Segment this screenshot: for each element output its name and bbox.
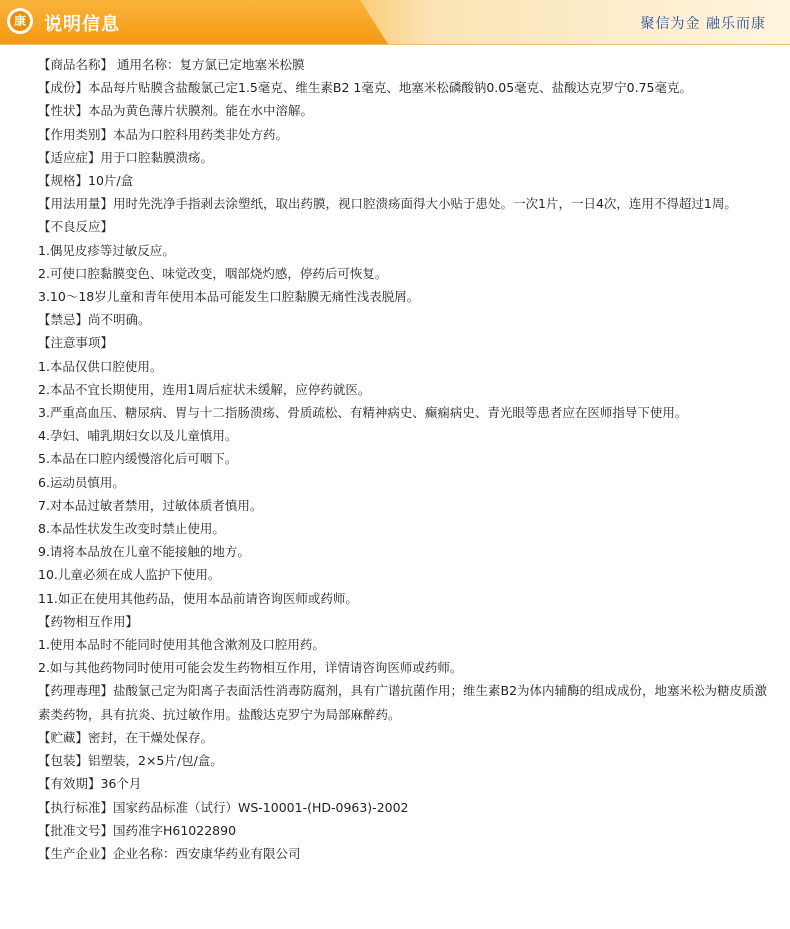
brand-logo-mark: 康 <box>10 11 30 31</box>
info-line: 10.儿童必须在成人监护下使用。 <box>38 567 221 583</box>
info-line: 1.偶见皮疹等过敏反应。 <box>38 242 175 258</box>
info-line: 【成份】本品每片贴膜含盐酸氯己定1.5毫克、维生素B2 1毫克、地塞米松磷酸钠0.05毫克、盐酸达克罗宁0.75毫克。 <box>38 80 692 96</box>
info-line: 【有效期】36个月 <box>38 776 142 792</box>
info-line: 1.本品仅供口腔使用。 <box>38 358 163 374</box>
info-line: 【药理毒理】盐酸氯己定为阳离子表面活性消毒防腐剂，具有广谱抗菌作用；维生素B2为体内辅酶的组成成份，地塞米松为糖皮质激素类药物，具有抗炎、抗过敏作用。盐酸达克罗宁为局部麻醉药。 <box>38 683 768 722</box>
info-line: 2.本品不宜长期使用，连用1周后症状未缓解，应停药就医。 <box>38 381 371 397</box>
info-line: 7.对本品过敏者禁用，过敏体质者慎用。 <box>38 497 263 513</box>
info-line: 2.可使口腔黏膜变色、味觉改变，咽部烧灼感，停药后可恢复。 <box>38 265 388 281</box>
info-line: 【禁忌】尚不明确。 <box>38 312 151 328</box>
section-title: 说明信息 <box>44 14 120 35</box>
info-line: 【注意事项】 <box>38 335 114 351</box>
info-line: 【药物相互作用】 <box>38 613 139 629</box>
info-line: 【作用类别】本品为口腔科用药类非处方药。 <box>38 126 289 142</box>
info-line: 【包装】铝塑装，2×5片/包/盒。 <box>38 753 223 769</box>
info-line: 1.使用本品时不能同时使用其他含漱剂及口腔用药。 <box>38 637 325 653</box>
info-line: 5.本品在口腔内缓慢溶化后可咽下。 <box>38 451 238 467</box>
info-line: 2.如与其他药物同时使用可能会发生药物相互作用，详情请咨询医师或药师。 <box>38 660 463 676</box>
brand-logo-icon <box>7 8 33 34</box>
info-line: 【用法用量】用时先洗净手指剥去涂塑纸，取出药膜，视口腔溃疡面得大小贴于患处。一次1片，一日4次，连用不得超过1周。 <box>38 196 737 212</box>
info-line: 【批准文号】国药准字H61022890 <box>38 822 237 838</box>
info-line: 3.10～18岁儿童和青年使用本品可能发生口腔黏膜无痛性浅表脱屑。 <box>38 289 420 305</box>
info-line: 【商品名称】 通用名称：复方氯已定地塞米松膜 <box>38 57 305 72</box>
info-line: 【性状】本品为黄色薄片状膜剂。能在水中溶解。 <box>38 103 314 119</box>
info-line: 6.运动员慎用。 <box>38 474 125 490</box>
info-line: 【执行标准】国家药品标准（试行）WS-10001-(HD-0963)-2002 <box>38 799 409 815</box>
info-line: 8.本品性状发生改变时禁止使用。 <box>38 521 225 537</box>
info-line: 【规格】10片/盒 <box>38 173 134 189</box>
product-instructions <box>38 53 778 865</box>
info-line: 4.孕妇、哺乳期妇女以及儿童慎用。 <box>38 428 238 444</box>
brand-slogan: 聚信为金 融乐而康 <box>640 16 766 32</box>
info-line: 【适应症】用于口腔黏膜溃疡。 <box>38 149 214 165</box>
info-line: 11.如正在使用其他药品，使用本品前请咨询医师或药师。 <box>38 590 358 606</box>
section-header <box>0 0 790 45</box>
info-line: 【生产企业】企业名称：西安康华药业有限公司 <box>38 845 301 861</box>
info-line: 9.请将本品放在儿童不能接触的地方。 <box>38 544 250 560</box>
info-line: 【不良反应】 <box>38 219 114 235</box>
info-line: 3.严重高血压、糖尿病、胃与十二指肠溃疡、骨质疏松、有精神病史、癫痫病史、青光眼等患者应在医师指导下使用。 <box>38 405 688 421</box>
info-line: 【贮藏】密封，在干燥处保存。 <box>38 729 214 745</box>
